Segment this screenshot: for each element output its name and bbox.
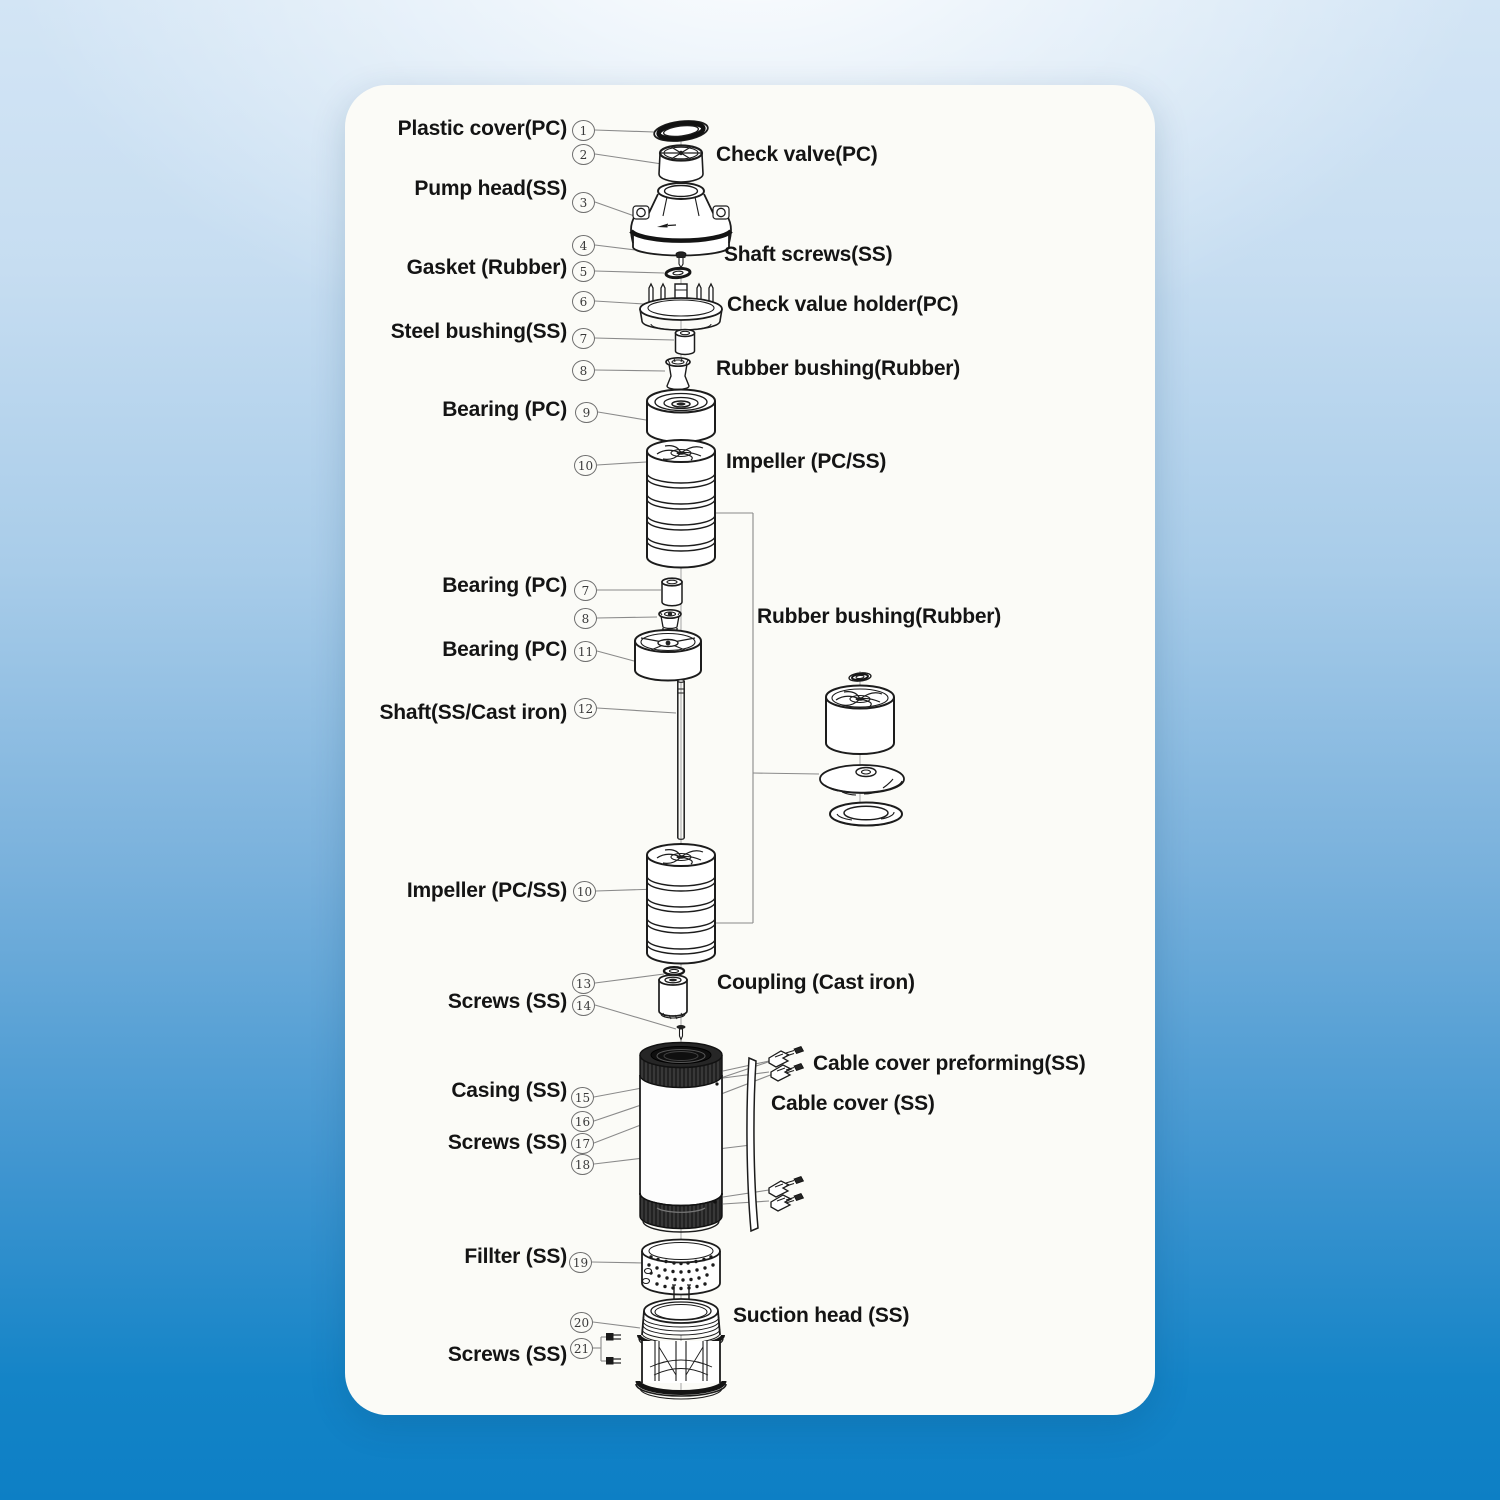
label-steel-bushing: Steel bushing(SS) bbox=[390, 320, 567, 343]
callout-3: 3 bbox=[572, 192, 595, 213]
pump-head-part bbox=[631, 183, 732, 256]
label-check-value-holder: Check value holder(PC) bbox=[727, 293, 959, 316]
label-impeller-upper: Impeller (PC/SS) bbox=[726, 450, 887, 473]
callout-20: 20 bbox=[570, 1312, 593, 1333]
callout-4: 4 bbox=[572, 235, 595, 256]
suction-screws-part bbox=[606, 1333, 621, 1365]
callout-13: 13 bbox=[572, 973, 595, 994]
coupling-part bbox=[659, 975, 687, 1019]
coupling-screw-part bbox=[677, 1025, 686, 1040]
check-valve-part bbox=[659, 146, 703, 183]
callout-17: 17 bbox=[571, 1133, 594, 1154]
plastic-cover-part bbox=[653, 118, 709, 143]
callout-2: 2 bbox=[572, 144, 595, 165]
label-plastic-cover: Plastic cover(PC) bbox=[397, 117, 567, 140]
callout-12: 12 bbox=[574, 698, 597, 719]
cable-cover-preforming-bottom bbox=[769, 1177, 804, 1212]
gasket-part bbox=[666, 267, 691, 278]
label-pump-head: Pump head(SS) bbox=[414, 177, 567, 200]
cable-cover-part bbox=[747, 1058, 758, 1231]
coupling-washer-part bbox=[664, 967, 684, 975]
callout-16: 16 bbox=[571, 1111, 594, 1132]
bushing-small-part bbox=[659, 610, 681, 629]
label-cable-cover: Cable cover (SS) bbox=[771, 1092, 935, 1115]
callout-15: 15 bbox=[571, 1087, 594, 1108]
callout-6: 6 bbox=[572, 291, 595, 312]
callout-21: 21 bbox=[570, 1338, 593, 1359]
bearing-part bbox=[647, 390, 715, 443]
label-suction-head: Suction head (SS) bbox=[733, 1304, 910, 1327]
label-shaft-screws: Shaft screws(SS) bbox=[724, 243, 893, 266]
label-impeller-lower: Impeller (PC/SS) bbox=[406, 879, 567, 902]
label-bearing-11: Bearing (PC) bbox=[442, 638, 567, 661]
callout-1: 1 bbox=[572, 120, 595, 141]
label-gasket: Gasket (Rubber) bbox=[406, 256, 567, 279]
label-bearing-7: Bearing (PC) bbox=[442, 574, 567, 597]
label-bearing-9: Bearing (PC) bbox=[442, 398, 567, 421]
casing-part bbox=[640, 1043, 722, 1232]
rubber-bushing-subassembly bbox=[820, 672, 904, 826]
steel-bushing-part bbox=[676, 330, 695, 355]
cable-cover-preforming-top bbox=[769, 1047, 804, 1082]
rubber-bushing-bracket bbox=[715, 513, 819, 923]
label-fillter: Fillter (SS) bbox=[464, 1245, 567, 1268]
callout-11: 11 bbox=[574, 641, 597, 662]
impeller-stack-upper-part bbox=[647, 440, 715, 568]
bearing-drum-part bbox=[635, 628, 701, 681]
callout-14: 14 bbox=[572, 995, 595, 1016]
impeller-stack-lower-part bbox=[647, 844, 715, 964]
callout-9: 9 bbox=[575, 402, 598, 423]
callout-7-mid: 7 bbox=[574, 580, 597, 601]
label-rubber-bushing-8: Rubber bushing(Rubber) bbox=[716, 357, 961, 380]
label-screws-13-14: Screws (SS) bbox=[447, 990, 567, 1013]
fillter-part bbox=[642, 1240, 720, 1295]
callout-7-upper: 7 bbox=[572, 328, 595, 349]
diagram-card bbox=[345, 85, 1155, 1415]
callout-5: 5 bbox=[572, 261, 595, 282]
label-screws-21: Screws (SS) bbox=[447, 1343, 567, 1366]
callout-10-upper: 10 bbox=[574, 455, 597, 476]
rubber-bushing-part bbox=[666, 358, 690, 390]
callout-18: 18 bbox=[571, 1154, 594, 1175]
label-check-valve: Check valve(PC) bbox=[716, 143, 878, 166]
label-screws-16-18: Screws (SS) bbox=[447, 1131, 567, 1154]
label-cable-cover-preforming: Cable cover preforming(SS) bbox=[813, 1052, 1086, 1075]
callout-8-upper: 8 bbox=[572, 360, 595, 381]
bearing-small-part bbox=[662, 578, 682, 606]
label-shaft: Shaft(SS/Cast iron) bbox=[379, 701, 567, 724]
callout-10-lower: 10 bbox=[573, 881, 596, 902]
label-rubber-bushing-mid: Rubber bushing(Rubber) bbox=[757, 605, 1002, 628]
label-casing: Casing (SS) bbox=[451, 1079, 567, 1102]
callout-8-mid: 8 bbox=[574, 608, 597, 629]
suction-head-part bbox=[636, 1285, 726, 1399]
label-coupling: Coupling (Cast iron) bbox=[717, 971, 915, 994]
pump-exploded-drawing bbox=[345, 85, 1155, 1415]
shaft-screw-part bbox=[676, 252, 686, 268]
callout-19: 19 bbox=[569, 1252, 592, 1273]
